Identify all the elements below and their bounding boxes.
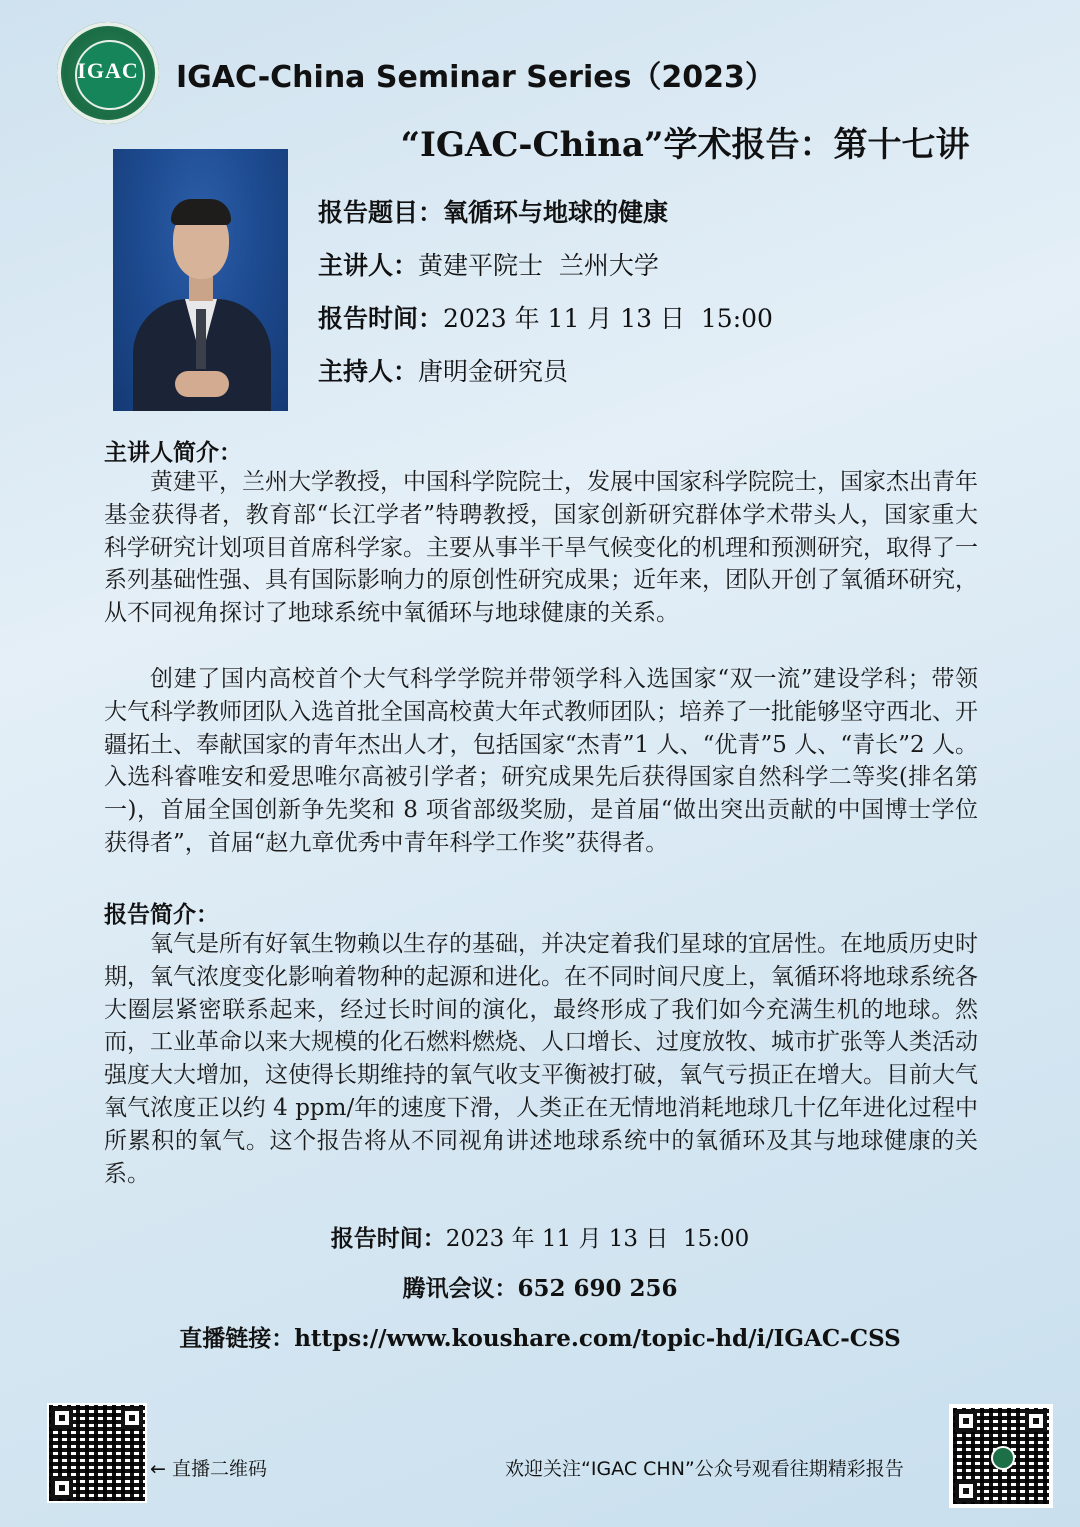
meeting-id[interactable]: 652 690 256 (517, 1275, 678, 1302)
speaker-label: 主讲人： (318, 251, 419, 280)
topic-value: 氧循环与地球的健康 (443, 198, 669, 227)
wechat-qr-caption: 欢迎关注“IGAC CHN”公众号观看往期精彩报告 (505, 1458, 904, 1480)
stream-link[interactable]: https://www.koushare.com/topic-hd/i/IGAC-CSS (294, 1325, 901, 1352)
abstract-paragraph: 氧气是所有好氧生物赖以生存的基础，并决定着我们星球的宜居性。在地质历史时期，氧气浓度变化影响着物种的起源和进化。在不同时间尺度上，氧循环将地球系统各大圈层紧密联系起来，经过长时间的演化，最终形成了我们如今充满生机的地球。然而，工业革命以来大规模的化石燃料燃烧、人口增长、过度放牧、城市扩张等人类活动强度大大增加，这使得长期维持的氧气收支平衡被打破，氧气亏损正在增大。目前大气氧气浓度正以约 4 ppm/年的速度下滑，人类正在无情地消耗地球几十亿年进化过程中所累积的氧气。这个报告将从不同视角讲述地球系统中的氧循环及其与地球健康的关系。 (104, 931, 978, 1187)
logo-text: IGAC (77, 58, 139, 83)
footer-time-label: 报告时间： (330, 1225, 446, 1252)
footer-time (0, 1220, 1080, 1253)
live-qr-caption: ← 直播二维码 (150, 1458, 267, 1480)
live-qr-code[interactable] (47, 1403, 147, 1503)
time-label: 报告时间： (318, 304, 444, 333)
speaker-value: 黄建平院士 兰州大学 (418, 251, 659, 280)
meeting-label: 腾讯会议： (402, 1275, 518, 1302)
host-label: 主持人： (318, 357, 419, 386)
footer-stream (0, 1320, 1080, 1353)
stream-label: 直播链接： (179, 1325, 295, 1352)
abstract-heading: 报告简介： (104, 901, 219, 928)
bio-paragraph-1: 黄建平，兰州大学教授，中国科学院院士，发展中国家科学院院士，国家杰出青年基金获得者，教育部“长江学者”特聘教授，国家创新研究群体学术带头人，国家重大科学研究计划项目首席科学家。主要从事半干旱气候变化的机理和预测研究，取得了一系列基础性强、具有国际影响力的原创性研究成果；近年来，团队开创了氧循环研究，从不同视角探讨了地球系统中氧循环与地球健康的关系。 (104, 469, 978, 627)
time-value: 2023 年 11 月 13 日 15:00 (443, 304, 773, 333)
speaker-row (318, 246, 659, 282)
wechat-qr-logo (991, 1446, 1015, 1470)
lecture-title: “IGAC-China”学术报告：第十七讲 (400, 125, 970, 165)
topic-row (318, 193, 668, 229)
host-value: 唐明金研究员 (418, 357, 569, 386)
topic-label: 报告题目： (318, 198, 444, 227)
bio-heading: 主讲人简介： (104, 439, 242, 466)
igac-logo (57, 22, 159, 124)
host-row (318, 352, 568, 388)
wechat-qr-code[interactable] (949, 1404, 1053, 1508)
series-title: IGAC-China Seminar Series（2023） (176, 60, 775, 95)
bio-paragraph-2: 创建了国内高校首个大气科学学院并带领学科入选国家“双一流”建设学科；带领大气科学教师团队入选首批全国高校黄大年式教师团队；培养了一批能够坚守西北、开疆拓土、奉献国家的青年杰出人才，包括国家“杰青”1 人、“优青”5 人、“青长”2 人。入选科睿唯安和爱思唯尔高被引学者；研究成果先后获得国家自然科学二等奖(排名第一)，首届全国创新争先奖和 8 项省部级奖励，是首届“做出突出贡献的中国博士学位获得者”，首届“赵九章优秀中青年科学工作奖”获得者。 (104, 666, 978, 856)
speaker-photo (113, 149, 288, 411)
footer-time-value: 2023 年 11 月 13 日 15:00 (445, 1226, 750, 1252)
footer-meeting (0, 1270, 1080, 1303)
time-row (318, 299, 773, 335)
